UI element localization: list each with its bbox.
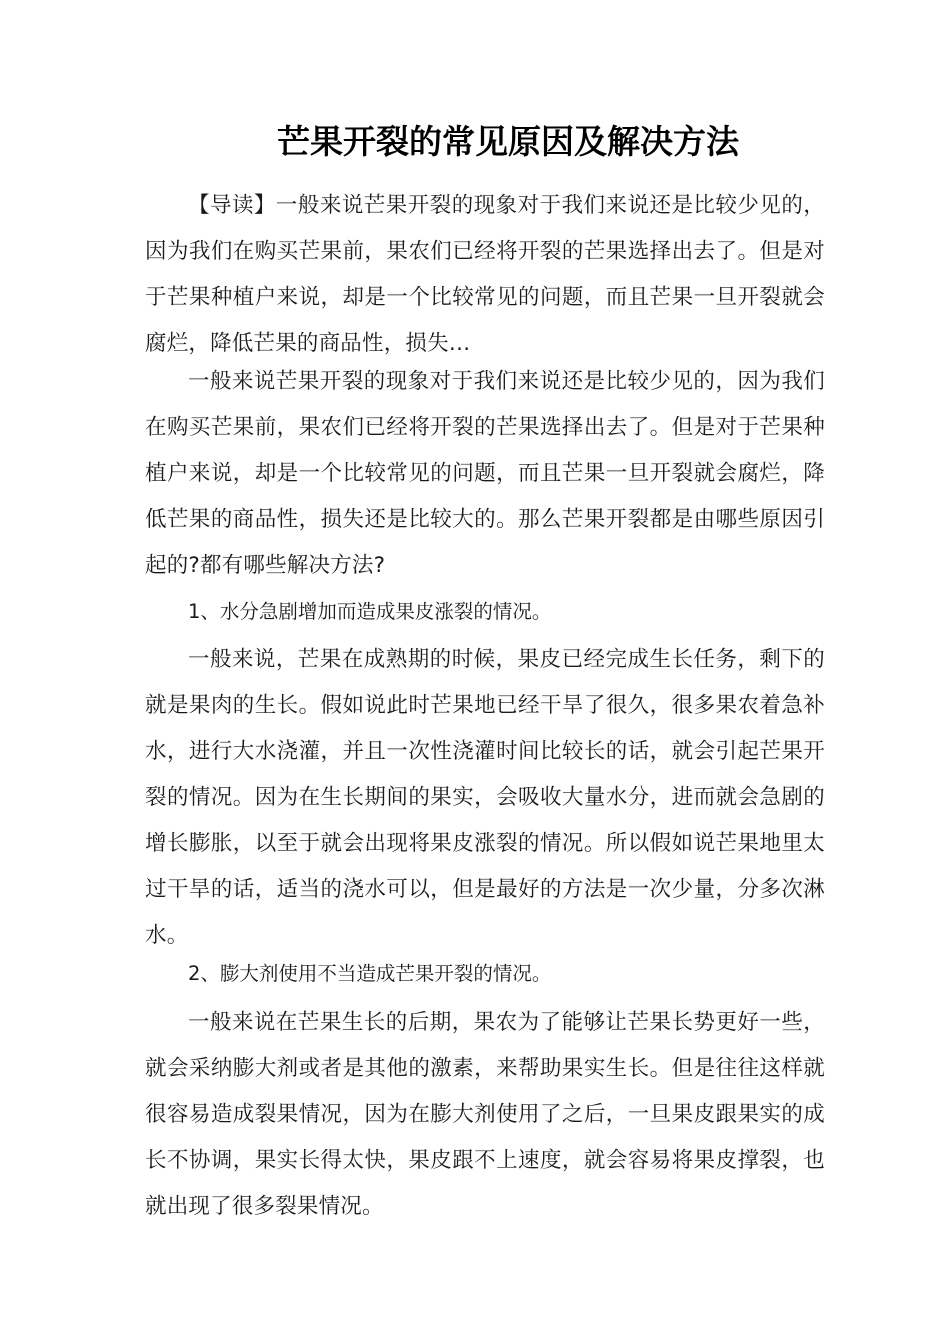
section-heading: 1、水分急剧增加而造成果皮涨裂的情况。 bbox=[188, 600, 552, 623]
body-paragraph: 一般来说芒果开裂的现象对于我们来说还是比较少见的，因为我们在购买芒果前，果农们已经将开裂的芒果选择出去了。但是对于芒果种植户来说，却是一个比较常见的问题，而且芒果一旦开裂就会腐烂，降低芒果的商品性，损失还是比较大的。那么芒果开裂都是由哪些原因引起的?都有哪些解决方法? bbox=[145, 369, 825, 578]
intro-paragraph: 【导读】一般来说芒果开裂的现象对于我们来说还是比较少见的，因为我们在购买芒果前，果农们已经将开裂的芒果选择出去了。但是对于芒果种植户来说，却是一个比较常见的问题，而且芒果一旦开裂就会腐烂，降低芒果的商品性，损失… bbox=[145, 193, 825, 356]
section-heading: 2、膨大剂使用不当造成芒果开裂的情况。 bbox=[188, 962, 552, 985]
body-paragraph: 一般来说，芒果在成熟期的时候，果皮已经完成生长任务，剩下的就是果肉的生长。假如说此时芒果地已经干旱了很久，很多果农着急补水，进行大水浇灌，并且一次性浇灌时间比较长的话，就会引起芒果开裂的情况。因为在生长期间的果实，会吸收大量水分，进而就会急剧的增长膨胀，以至于就会出现将果皮涨裂的情况。所以假如说芒果地里太过干旱的话，适当的浇水可以，但是最好的方法是一次少量，分多次淋水。 bbox=[145, 647, 825, 948]
document-title: 芒果开裂的常见原因及解决方法 bbox=[277, 122, 739, 161]
body-paragraph: 一般来说在芒果生长的后期，果农为了能够让芒果长势更好一些，就会采纳膨大剂或者是其他的激素，来帮助果实生长。但是往往这样就很容易造成裂果情况，因为在膨大剂使用了之后，一旦果皮跟果实的成长不协调，果实长得太快，果皮跟不上速度，就会容易将果皮撑裂，也就出现了很多裂果情况。 bbox=[145, 1010, 825, 1219]
